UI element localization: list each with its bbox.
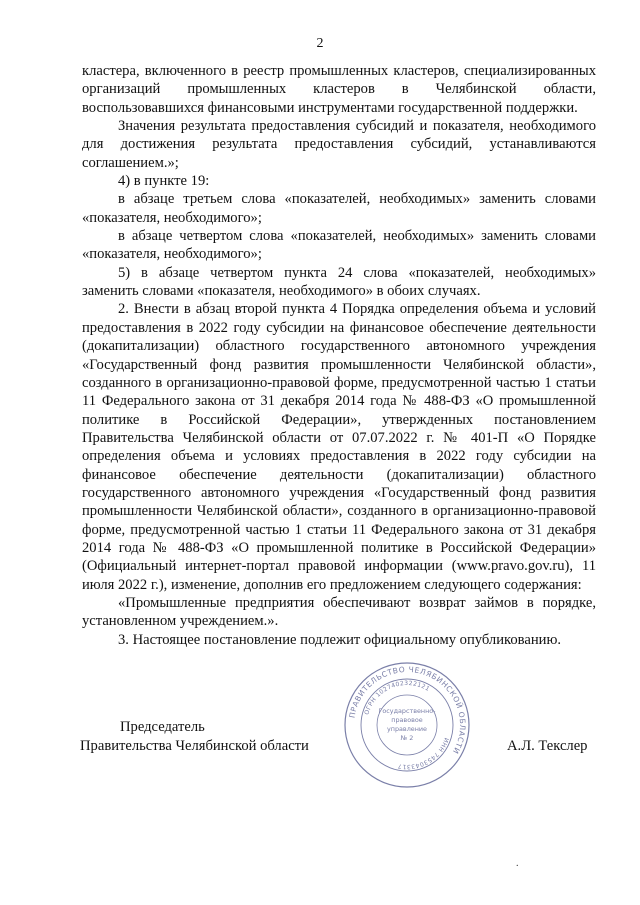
paragraph: 3. Настоящее постановление подлежит официальному опубликованию. — [118, 631, 562, 648]
paragraph: кластера, включенного в реестр промышленных кластеров, специализированных организаций промышленных кластеров в Челябинской области, воспользовавшихся финансовыми инструментами государственной поддержки. — [82, 63, 596, 116]
paragraph: 2. Внести в абзац второй пункта 4 Порядка определения объема и условий предоставления в 2022 году субсидии на финансовое обеспечение деятельности (докапитализации) областного государственного автономного учреждения «Государственный фонд развития промышленности Челябинской области», созданного в организационно-правовой форме, предусмотренной частью 1 статьи 11 Федерального закона от 31 декабря 2014 года № 488-ФЗ «О промышленной политике в Российской Федерации», утвержденных постановлением Правительства Челябинской области от 07.07.2022 г. № 401-П «О Порядке определения объема и условиях предоставления в 2022 году субсидии на финансовое обеспечение деятельности (докапитализации) областного государственного автономного учреждения «Государственный фонд развития промышленности Челябинской области», созданного в организационно-правовой форме, предусмотренной частью 1 статьи 11 Федерального закона от 31 декабря 2014 года № 488-ФЗ «О промышленной политике в Российской Федерации» (Официальный интернет-портал правовой информации (www.pravo.gov.ru), 11 июля 2022 г.), изменение, дополнив его предложением следующего содержания: — [82, 301, 596, 593]
stamp-ogrn: ОГРН 1027402322121 — [363, 679, 431, 716]
paragraph: 5) в абзаце четвертом пункта 24 слова «показателей, необходимых» заменить словами «показателя, необходимого» в обоих случаях. — [82, 264, 596, 300]
signatory-name: А.Л. Текслер — [507, 738, 588, 754]
stamp-seal-icon — [342, 660, 472, 790]
stamp-inn: ИНН 7453043317 — [397, 736, 450, 771]
signatory-title: Председатель — [120, 719, 205, 735]
stamp-ring-text: ПРАВИТЕЛЬСТВО ЧЕЛЯБИНСКОЙ ОБЛАСТИ — [347, 664, 468, 756]
stamp-inner-line: правовое — [391, 716, 423, 724]
scan-mark: . — [516, 858, 519, 869]
document-body — [82, 62, 596, 649]
paragraph: 4) в пункте 19: — [118, 173, 210, 190]
stamp-inner-line: управление — [387, 725, 427, 733]
page-number: 2 — [316, 36, 324, 51]
paragraph: Значения результата предоставления субсидий и показателя, необходимого для достижения результата предоставления субсидий, устанавливаются соглашением.»; — [82, 118, 596, 171]
stamp-inner-line: Государственно- — [378, 707, 436, 715]
stamp-inner-line: № 2 — [400, 734, 414, 742]
official-stamp — [342, 660, 472, 790]
paragraph: в абзаце четвертом слова «показателей, необходимых» заменить словами «показателя, необходимого»; — [82, 228, 596, 263]
paragraph: «Промышленные предприятия обеспечивают возврат займов в порядке, установленном учреждением.». — [82, 594, 596, 630]
paragraph: в абзаце третьем слова «показателей, необходимых» заменить словами «показателя, необходимого»; — [82, 191, 596, 226]
signatory-organization: Правительства Челябинской области — [80, 738, 309, 754]
